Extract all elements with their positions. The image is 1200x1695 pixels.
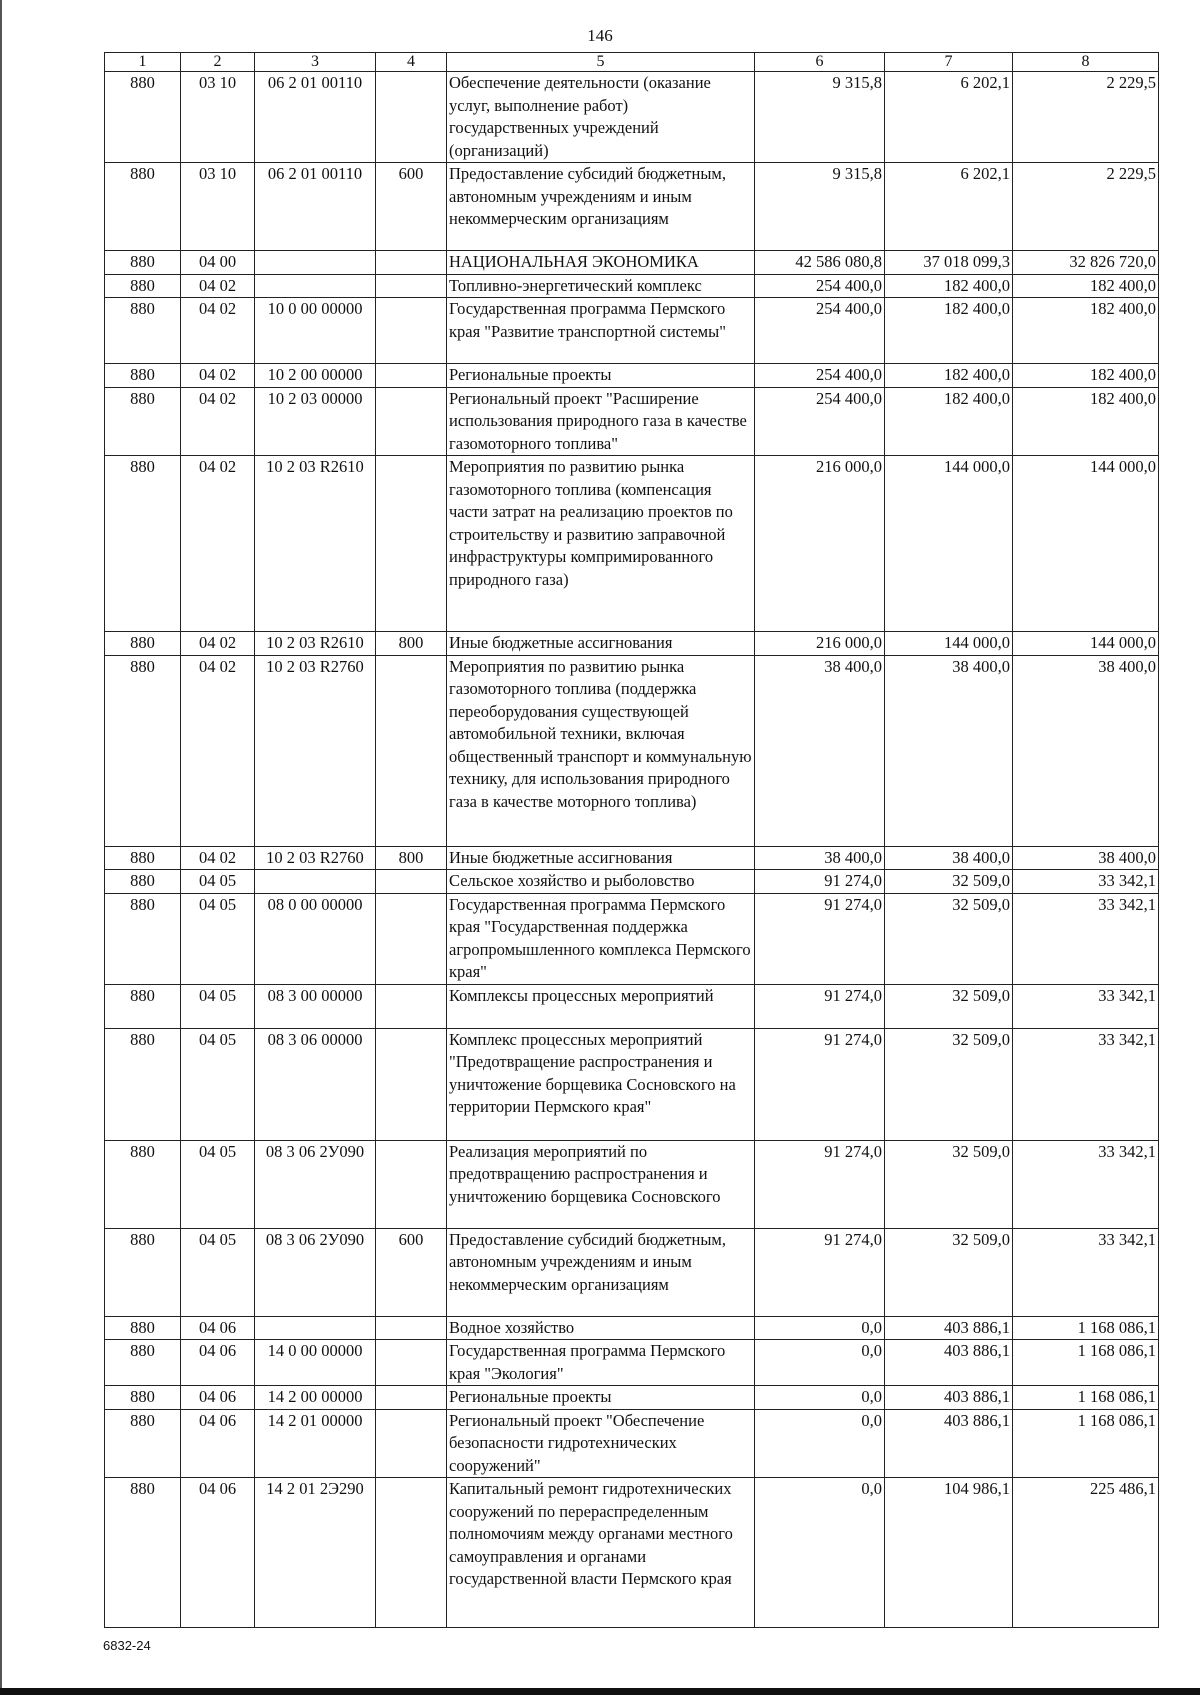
cell-admin-code: 880 (105, 632, 181, 656)
cell-item-name: Региональный проект "Расширение использования природного газа в качестве газомоторного топлива" (447, 387, 755, 456)
cell-target-article: 10 2 03 R2610 (255, 632, 376, 656)
cell-admin-code: 880 (105, 1478, 181, 1628)
cell-target-article: 06 2 01 00110 (255, 72, 376, 163)
cell-item-name: Обеспечение деятельности (оказание услуг, выполнение работ) государственных учреждений (организаций) (447, 72, 755, 163)
table-row (105, 870, 1159, 894)
cell-expense-type (376, 1340, 447, 1386)
table-row (105, 1028, 1159, 1140)
table-row (105, 274, 1159, 298)
cell-admin-code: 880 (105, 984, 181, 1028)
table-row (105, 1478, 1159, 1628)
cell-section-code: 04 05 (181, 1140, 255, 1228)
cell-target-article: 10 2 03 R2760 (255, 655, 376, 846)
cell-expense-type: 800 (376, 846, 447, 870)
cell-amount-1: 254 400,0 (755, 364, 885, 388)
cell-section-code: 04 02 (181, 655, 255, 846)
cell-expense-type (376, 364, 447, 388)
table-row (105, 893, 1159, 984)
cell-amount-3: 182 400,0 (1013, 387, 1159, 456)
cell-amount-3: 144 000,0 (1013, 456, 1159, 632)
cell-expense-type (376, 387, 447, 456)
cell-admin-code: 880 (105, 893, 181, 984)
cell-amount-1: 254 400,0 (755, 387, 885, 456)
table-row (105, 846, 1159, 870)
cell-section-code: 04 02 (181, 298, 255, 364)
cell-amount-2: 403 886,1 (885, 1340, 1013, 1386)
header-row (105, 53, 1159, 72)
cell-target-article: 10 2 03 R2610 (255, 456, 376, 632)
cell-item-name: Сельское хозяйство и рыболовство (447, 870, 755, 894)
cell-item-name: Региональные проекты (447, 364, 755, 388)
cell-amount-1: 91 274,0 (755, 870, 885, 894)
cell-expense-type (376, 456, 447, 632)
cell-amount-1: 0,0 (755, 1386, 885, 1410)
cell-target-article: 10 2 00 00000 (255, 364, 376, 388)
cell-admin-code: 880 (105, 1386, 181, 1410)
cell-amount-1: 0,0 (755, 1340, 885, 1386)
cell-amount-1: 9 315,8 (755, 163, 885, 251)
cell-amount-1: 216 000,0 (755, 632, 885, 656)
cell-expense-type (376, 298, 447, 364)
cell-amount-2: 38 400,0 (885, 846, 1013, 870)
cell-amount-2: 182 400,0 (885, 387, 1013, 456)
cell-admin-code: 880 (105, 387, 181, 456)
cell-section-code: 04 05 (181, 1228, 255, 1316)
cell-admin-code: 880 (105, 870, 181, 894)
cell-expense-type (376, 984, 447, 1028)
cell-section-code: 04 02 (181, 632, 255, 656)
cell-item-name: Предоставление субсидий бюджетным, автономным учреждениям и иным некоммерческим организациям (447, 163, 755, 251)
cell-item-name: Реализация мероприятий по предотвращению распространения и уничтожению борщевика Сосновского (447, 1140, 755, 1228)
cell-amount-3: 182 400,0 (1013, 364, 1159, 388)
cell-admin-code: 880 (105, 456, 181, 632)
cell-amount-3: 33 342,1 (1013, 870, 1159, 894)
cell-target-article: 08 3 06 2У090 (255, 1140, 376, 1228)
cell-amount-2: 403 886,1 (885, 1409, 1013, 1478)
cell-amount-3: 33 342,1 (1013, 893, 1159, 984)
cell-target-article: 14 2 01 2Э290 (255, 1478, 376, 1628)
cell-amount-3: 2 229,5 (1013, 72, 1159, 163)
cell-target-article (255, 274, 376, 298)
cell-amount-2: 32 509,0 (885, 893, 1013, 984)
cell-expense-type (376, 1409, 447, 1478)
cell-amount-1: 0,0 (755, 1409, 885, 1478)
budget-table (104, 52, 1159, 1628)
cell-target-article: 08 3 06 2У090 (255, 1228, 376, 1316)
cell-section-code: 04 06 (181, 1340, 255, 1386)
cell-amount-1: 38 400,0 (755, 655, 885, 846)
page-number: 146 (587, 26, 613, 45)
cell-item-name: Государственная программа Пермского края "Развитие транспортной системы" (447, 298, 755, 364)
cell-target-article: 10 2 03 R2760 (255, 846, 376, 870)
cell-amount-3: 144 000,0 (1013, 632, 1159, 656)
cell-expense-type (376, 893, 447, 984)
cell-section-code: 04 06 (181, 1409, 255, 1478)
cell-amount-3: 1 168 086,1 (1013, 1316, 1159, 1340)
cell-amount-1: 91 274,0 (755, 984, 885, 1028)
cell-amount-1: 91 274,0 (755, 893, 885, 984)
cell-item-name: Комплексы процессных мероприятий (447, 984, 755, 1028)
cell-item-name: НАЦИОНАЛЬНАЯ ЭКОНОМИКА (447, 251, 755, 275)
cell-section-code: 04 05 (181, 1028, 255, 1140)
cell-amount-3: 182 400,0 (1013, 298, 1159, 364)
cell-amount-3: 32 826 720,0 (1013, 251, 1159, 275)
cell-expense-type (376, 251, 447, 275)
cell-section-code: 04 05 (181, 893, 255, 984)
cell-section-code: 04 06 (181, 1478, 255, 1628)
cell-expense-type: 600 (376, 1228, 447, 1316)
table-row (105, 1228, 1159, 1316)
header-cell: 4 (376, 53, 447, 72)
cell-section-code: 04 06 (181, 1386, 255, 1410)
cell-expense-type (376, 1028, 447, 1140)
cell-amount-1: 254 400,0 (755, 274, 885, 298)
cell-section-code: 04 02 (181, 364, 255, 388)
cell-amount-1: 42 586 080,8 (755, 251, 885, 275)
table-row (105, 1316, 1159, 1340)
header-cell: 6 (755, 53, 885, 72)
cell-amount-3: 33 342,1 (1013, 1028, 1159, 1140)
cell-section-code: 04 02 (181, 274, 255, 298)
cell-item-name: Топливно-энергетический комплекс (447, 274, 755, 298)
cell-amount-1: 91 274,0 (755, 1140, 885, 1228)
cell-item-name: Предоставление субсидий бюджетным, автономным учреждениям и иным некоммерческим организациям (447, 1228, 755, 1316)
cell-section-code: 04 02 (181, 387, 255, 456)
cell-amount-3: 1 168 086,1 (1013, 1409, 1159, 1478)
table-row (105, 632, 1159, 656)
cell-amount-2: 37 018 099,3 (885, 251, 1013, 275)
cell-amount-1: 254 400,0 (755, 298, 885, 364)
cell-amount-2: 144 000,0 (885, 632, 1013, 656)
cell-amount-2: 104 986,1 (885, 1478, 1013, 1628)
cell-amount-3: 33 342,1 (1013, 984, 1159, 1028)
cell-amount-3: 225 486,1 (1013, 1478, 1159, 1628)
cell-item-name: Комплекс процессных мероприятий "Предотвращение распространения и уничтожение борщевика Сосновского на территории Пермского края" (447, 1028, 755, 1140)
table-row (105, 1386, 1159, 1410)
cell-section-code: 03 10 (181, 163, 255, 251)
table-row (105, 1340, 1159, 1386)
cell-amount-2: 38 400,0 (885, 655, 1013, 846)
footer-code: 6832-24 (103, 1638, 151, 1653)
cell-amount-3: 33 342,1 (1013, 1228, 1159, 1316)
table-row (105, 655, 1159, 846)
cell-admin-code: 880 (105, 655, 181, 846)
cell-amount-2: 182 400,0 (885, 298, 1013, 364)
table-row (105, 364, 1159, 388)
cell-expense-type (376, 72, 447, 163)
header-cell: 7 (885, 53, 1013, 72)
cell-admin-code: 880 (105, 251, 181, 275)
cell-amount-2: 403 886,1 (885, 1316, 1013, 1340)
cell-item-name: Региональные проекты (447, 1386, 755, 1410)
cell-item-name: Мероприятия по развитию рынка газомоторного топлива (поддержка переоборудования существующей автомобильной техники, включая общественный транспорт и коммунальную технику, для использования природного газа в качестве моторного топлива) (447, 655, 755, 846)
cell-target-article: 10 0 00 00000 (255, 298, 376, 364)
cell-expense-type (376, 1478, 447, 1628)
cell-amount-2: 403 886,1 (885, 1386, 1013, 1410)
cell-expense-type (376, 1316, 447, 1340)
cell-amount-3: 33 342,1 (1013, 1140, 1159, 1228)
cell-amount-3: 38 400,0 (1013, 846, 1159, 870)
table-row (105, 1409, 1159, 1478)
cell-target-article: 08 3 06 00000 (255, 1028, 376, 1140)
cell-amount-2: 32 509,0 (885, 1228, 1013, 1316)
cell-item-name: Государственная программа Пермского края "Экология" (447, 1340, 755, 1386)
cell-section-code: 04 02 (181, 456, 255, 632)
cell-expense-type (376, 274, 447, 298)
cell-amount-3: 1 168 086,1 (1013, 1386, 1159, 1410)
cell-expense-type (376, 655, 447, 846)
cell-admin-code: 880 (105, 1028, 181, 1140)
cell-section-code: 04 05 (181, 870, 255, 894)
cell-target-article: 14 2 00 00000 (255, 1386, 376, 1410)
table-row (105, 298, 1159, 364)
cell-amount-2: 32 509,0 (885, 870, 1013, 894)
cell-admin-code: 880 (105, 1228, 181, 1316)
cell-amount-1: 216 000,0 (755, 456, 885, 632)
table-row (105, 387, 1159, 456)
cell-target-article: 10 2 03 00000 (255, 387, 376, 456)
table-row (105, 251, 1159, 275)
cell-item-name: Мероприятия по развитию рынка газомоторного топлива (компенсация части затрат на реализацию проектов по строительству и развитию заправочной инфраструктуры компримированного природного газа) (447, 456, 755, 632)
header-cell: 2 (181, 53, 255, 72)
cell-item-name: Государственная программа Пермского края "Государственная поддержка агропромышленного комплекса Пермского края" (447, 893, 755, 984)
header-cell: 3 (255, 53, 376, 72)
cell-item-name: Водное хозяйство (447, 1316, 755, 1340)
cell-amount-2: 182 400,0 (885, 364, 1013, 388)
cell-admin-code: 880 (105, 1316, 181, 1340)
cell-target-article: 14 0 00 00000 (255, 1340, 376, 1386)
cell-admin-code: 880 (105, 274, 181, 298)
cell-item-name: Иные бюджетные ассигнования (447, 632, 755, 656)
cell-target-article: 14 2 01 00000 (255, 1409, 376, 1478)
cell-admin-code: 880 (105, 1340, 181, 1386)
cell-amount-2: 32 509,0 (885, 1028, 1013, 1140)
cell-amount-2: 182 400,0 (885, 274, 1013, 298)
header-cell: 5 (447, 53, 755, 72)
header-cell: 8 (1013, 53, 1159, 72)
cell-admin-code: 880 (105, 72, 181, 163)
cell-section-code: 04 00 (181, 251, 255, 275)
cell-admin-code: 880 (105, 364, 181, 388)
table-row (105, 456, 1159, 632)
cell-admin-code: 880 (105, 846, 181, 870)
cell-admin-code: 880 (105, 1140, 181, 1228)
cell-amount-2: 32 509,0 (885, 984, 1013, 1028)
cell-admin-code: 880 (105, 163, 181, 251)
cell-target-article (255, 1316, 376, 1340)
cell-section-code: 03 10 (181, 72, 255, 163)
cell-target-article: 08 0 00 00000 (255, 893, 376, 984)
table-row (105, 163, 1159, 251)
cell-expense-type: 600 (376, 163, 447, 251)
cell-section-code: 04 05 (181, 984, 255, 1028)
cell-expense-type (376, 1386, 447, 1410)
cell-amount-1: 91 274,0 (755, 1028, 885, 1140)
scan-left-edge (0, 0, 2, 1695)
cell-amount-3: 38 400,0 (1013, 655, 1159, 846)
cell-expense-type (376, 870, 447, 894)
cell-amount-1: 38 400,0 (755, 846, 885, 870)
cell-amount-1: 0,0 (755, 1316, 885, 1340)
cell-amount-3: 182 400,0 (1013, 274, 1159, 298)
scan-bottom-edge (0, 1688, 1200, 1695)
cell-target-article: 06 2 01 00110 (255, 163, 376, 251)
cell-section-code: 04 06 (181, 1316, 255, 1340)
cell-target-article: 08 3 00 00000 (255, 984, 376, 1028)
cell-item-name: Иные бюджетные ассигнования (447, 846, 755, 870)
cell-amount-1: 0,0 (755, 1478, 885, 1628)
cell-admin-code: 880 (105, 298, 181, 364)
cell-target-article (255, 870, 376, 894)
cell-admin-code: 880 (105, 1409, 181, 1478)
cell-expense-type (376, 1140, 447, 1228)
table-row (105, 72, 1159, 163)
cell-item-name: Региональный проект "Обеспечение безопасности гидротехнических сооружений" (447, 1409, 755, 1478)
cell-amount-3: 1 168 086,1 (1013, 1340, 1159, 1386)
cell-amount-1: 91 274,0 (755, 1228, 885, 1316)
cell-section-code: 04 02 (181, 846, 255, 870)
cell-amount-3: 2 229,5 (1013, 163, 1159, 251)
cell-amount-2: 32 509,0 (885, 1140, 1013, 1228)
cell-amount-2: 144 000,0 (885, 456, 1013, 632)
table-row (105, 984, 1159, 1028)
cell-expense-type: 800 (376, 632, 447, 656)
cell-amount-1: 9 315,8 (755, 72, 885, 163)
cell-amount-2: 6 202,1 (885, 72, 1013, 163)
header-cell: 1 (105, 53, 181, 72)
cell-amount-2: 6 202,1 (885, 163, 1013, 251)
cell-target-article (255, 251, 376, 275)
cell-item-name: Капитальный ремонт гидротехнических сооружений по перераспределенным полномочиям между органами местного самоуправления и органами государственной власти Пермского края (447, 1478, 755, 1628)
table-row (105, 1140, 1159, 1228)
